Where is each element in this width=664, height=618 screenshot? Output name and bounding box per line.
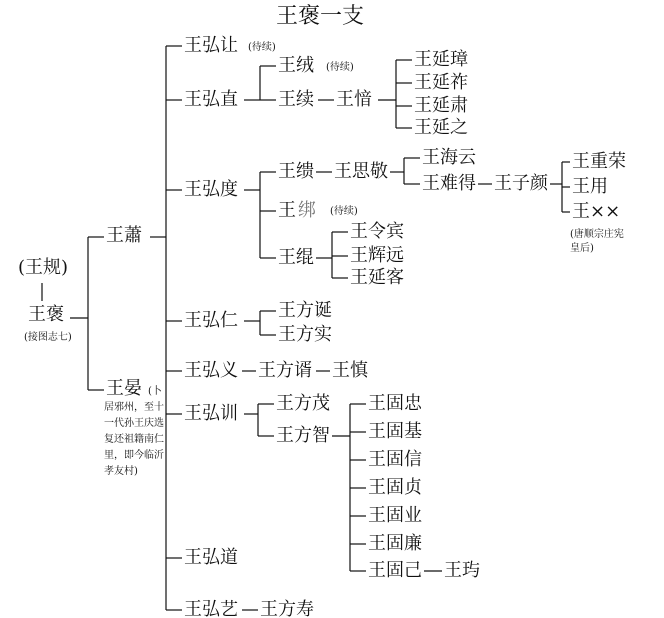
hong-ren: 王弘仁 xyxy=(184,310,238,331)
gu-3: 王固信 xyxy=(368,449,422,470)
ziyan-child-2: 王用 xyxy=(572,176,608,197)
ren-child-1: 王方诞 xyxy=(278,300,332,321)
gen1-wang-yan: 王晏 xyxy=(106,378,142,399)
du-c-child-3: 王延客 xyxy=(350,267,404,288)
gu-1: 王固忠 xyxy=(368,393,422,414)
du-grandson: 王思敬 xyxy=(334,161,388,182)
zhi-son-a: 王绒 xyxy=(278,55,314,76)
hong-yi: 王弘义 xyxy=(184,360,238,381)
du-son-a: 王缋 xyxy=(278,161,314,182)
du-son-b: 王 xyxy=(278,200,296,221)
zhi-son-a-note: (待续) xyxy=(326,62,354,73)
du-c-child-2: 王辉远 xyxy=(350,245,404,266)
zhi-grandson: 王愔 xyxy=(336,89,372,110)
ziyan-note: (唐顺宗庄宪皇后) xyxy=(570,229,624,254)
gu-4: 王固贞 xyxy=(368,477,422,498)
du-son-c: 王绲 xyxy=(278,247,314,268)
du-c-child-1: 王令宾 xyxy=(350,221,404,242)
root-father: (王规) xyxy=(18,257,69,278)
zhi-gg-2: 王延祚 xyxy=(414,72,468,93)
yi-art-child: 王方寿 xyxy=(260,599,314,618)
gu-5: 王固业 xyxy=(368,505,422,526)
hong-rang: 王弘让 xyxy=(184,35,238,56)
zhi-gg-4: 王延之 xyxy=(414,117,468,138)
xun-child-1: 王方茂 xyxy=(276,393,330,414)
gu-2: 王固基 xyxy=(368,421,422,442)
du-gg-nande: 王难得 xyxy=(422,173,476,194)
hong-yi-art: 王弘艺 xyxy=(184,599,238,618)
gu-ji-child: 王玙 xyxy=(444,560,480,581)
diagram-title: 王褒一支 xyxy=(276,4,365,29)
zhi-son-b: 王续 xyxy=(278,89,314,110)
ziyan-child-3: 王×× xyxy=(572,201,621,222)
ziyan-child-1: 王重荣 xyxy=(572,151,626,172)
hong-du: 王弘度 xyxy=(184,179,238,200)
du-son-b-char: 绑 xyxy=(298,200,316,221)
gu-6: 王固廉 xyxy=(368,533,422,554)
zhi-gg-1: 王延璋 xyxy=(414,49,468,70)
ren-child-2: 王方实 xyxy=(278,324,332,345)
du-son-b-note: (待续) xyxy=(330,206,358,217)
gen1-wang-xiao: 王蕭 xyxy=(106,225,142,246)
du-ziyan: 王子颜 xyxy=(494,173,548,194)
root-name: 王褒 xyxy=(28,304,64,325)
xun-child-2: 王方智 xyxy=(276,425,330,446)
yi-child: 王方谞 xyxy=(258,360,312,381)
gen1-wang-yan-note: (卜居邪州，至十一代孙王庆选复还祖籍南仁里，即今临沂孝友村) xyxy=(104,386,164,477)
zhi-gg-3: 王延肃 xyxy=(414,95,468,116)
hong-rang-note: (待续) xyxy=(248,42,276,53)
yi-grandchild: 王慎 xyxy=(332,360,368,381)
root-note: (接图志七) xyxy=(24,332,72,343)
gu-7: 王固己 xyxy=(368,560,422,581)
du-gg-haiyun: 王海云 xyxy=(422,147,476,168)
hong-zhi: 王弘直 xyxy=(184,89,238,110)
hong-xun: 王弘训 xyxy=(184,403,238,424)
hong-dao: 王弘道 xyxy=(184,547,238,568)
